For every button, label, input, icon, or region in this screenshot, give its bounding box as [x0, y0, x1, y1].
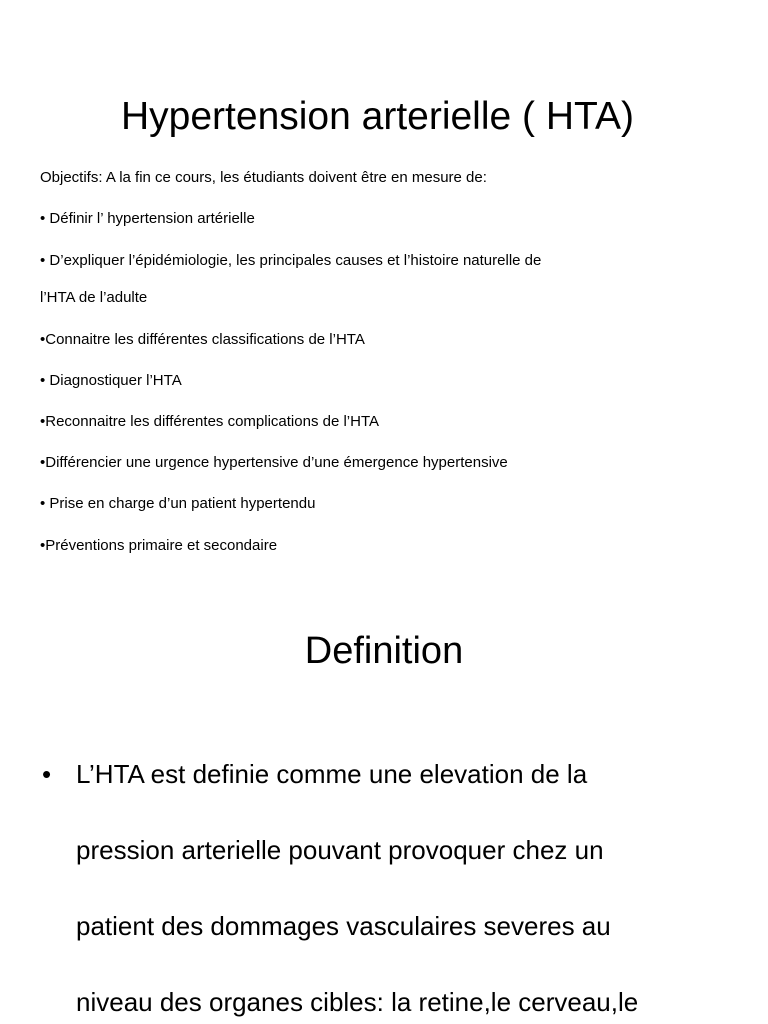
objective-item: •Connaitre les différentes classifications de l’HTA — [40, 331, 365, 348]
objective-item-continuation: l’HTA de l’adulte — [40, 289, 148, 306]
definition-line: patient des dommages vasculaires severes au — [76, 911, 611, 941]
objective-item: •Reconnaitre les différentes complications de l’HTA — [40, 413, 380, 430]
objective-item: • D’expliquer l’épidémiologie, les principales causes et l’histoire naturelle de — [40, 252, 542, 269]
slide-title: Definition — [304, 630, 464, 672]
slide-title: Hypertension arterielle ( HTA) — [121, 95, 634, 138]
bullet-marker: • — [42, 759, 52, 789]
definition-line: niveau des organes cibles: la retine,le cerveau,le — [76, 987, 639, 1017]
definition-line: L’HTA est definie comme une elevation de la — [76, 759, 588, 789]
objectives-intro: Objectifs: A la fin ce cours, les étudiants doivent être en mesure de: — [40, 169, 487, 186]
definition-line: pression arterielle pouvant provoquer chez un — [76, 835, 604, 865]
objective-item: •Préventions primaire et secondaire — [40, 537, 278, 554]
objective-item: •Différencier une urgence hypertensive d’une émergence hypertensive — [40, 454, 508, 471]
objective-item: • Prise en charge d’un patient hypertendu — [40, 495, 316, 512]
objective-item: • Définir l’ hypertension artérielle — [40, 210, 255, 227]
objective-item: • Diagnostiquer l’HTA — [40, 372, 182, 389]
